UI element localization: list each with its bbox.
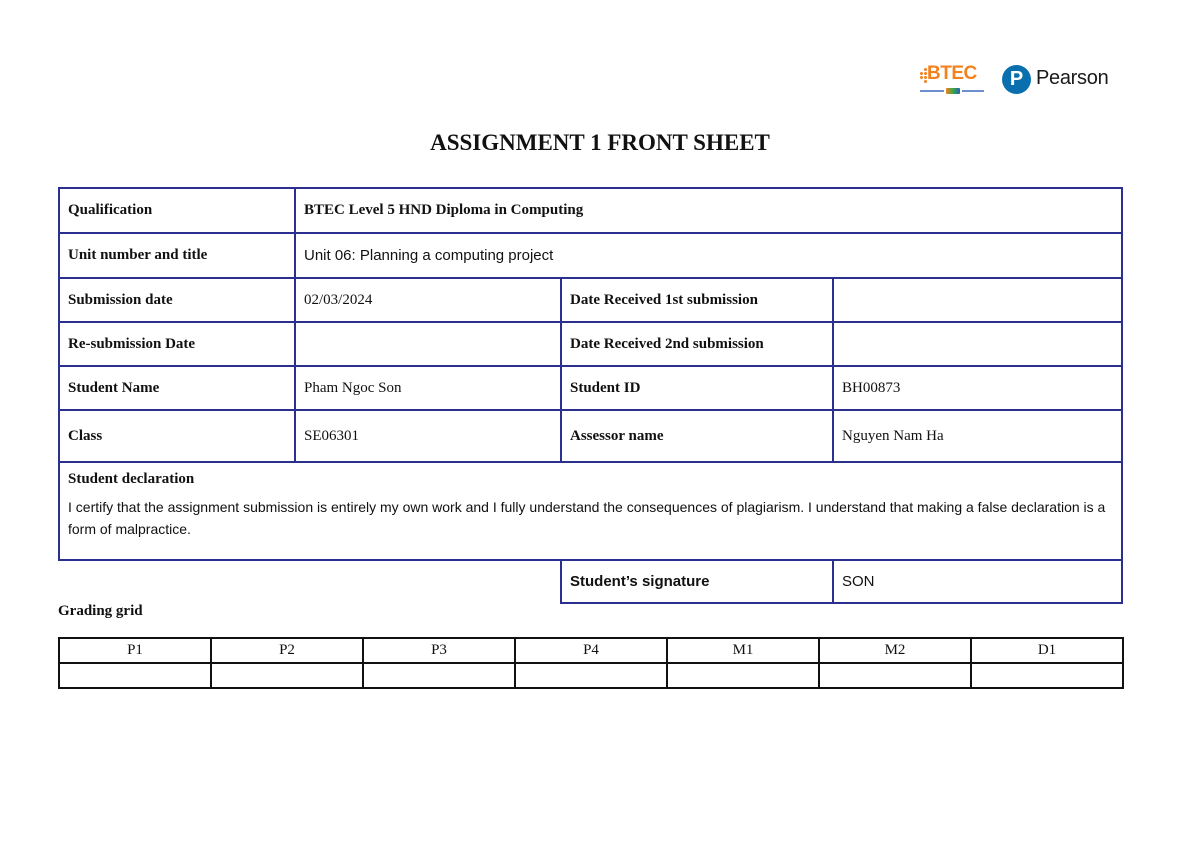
date-received-1st-value: [833, 278, 1122, 322]
grading-grid-label: Grading grid: [58, 603, 143, 619]
unit-value: Unit 06: Planning a computing project: [295, 233, 1122, 278]
pearson-logo-icon: P: [1002, 65, 1031, 94]
grade-header-p4: P4: [515, 638, 667, 663]
grading-header-row: [59, 638, 1123, 663]
class-value: SE06301: [295, 410, 561, 462]
page-title: ASSIGNMENT 1 FRONT SHEET: [430, 130, 770, 155]
declaration-heading: Student declaration: [68, 471, 195, 487]
student-name-label: Student Name: [59, 366, 295, 410]
grade-header-d1: D1: [971, 638, 1123, 663]
row-unit: [59, 233, 1122, 278]
grade-header-p1: P1: [59, 638, 211, 663]
front-sheet-table: [58, 187, 1123, 604]
qualification-label: Qualification: [59, 188, 295, 233]
grade-value-m2: [819, 663, 971, 688]
grade-value-p3: [363, 663, 515, 688]
row-signature: [59, 560, 1122, 603]
date-received-2nd-label: Date Received 2nd submission: [561, 322, 833, 366]
row-class: [59, 410, 1122, 462]
grading-grid-table: [58, 637, 1124, 689]
btec-partner-strip: [920, 88, 986, 94]
row-qualification: [59, 188, 1122, 233]
student-id-value: BH00873: [833, 366, 1122, 410]
submission-date-value: 02/03/2024: [295, 278, 561, 322]
grading-value-row: [59, 663, 1123, 688]
class-label: Class: [59, 410, 295, 462]
assessor-value: Nguyen Nam Ha: [833, 410, 1122, 462]
grade-value-p1: [59, 663, 211, 688]
signature-value: SON: [833, 560, 1122, 603]
btec-wordmark: BTEC: [927, 63, 977, 84]
grade-header-p2: P2: [211, 638, 363, 663]
row-declaration: [59, 462, 1122, 560]
header-logos: [918, 60, 1118, 104]
declaration-cell: [59, 462, 1122, 560]
pearson-wordmark: Pearson: [1036, 67, 1109, 89]
resubmission-date-value: [295, 322, 561, 366]
date-received-1st-label: Date Received 1st submission: [561, 278, 833, 322]
assessor-label: Assessor name: [561, 410, 833, 462]
date-received-2nd-value: [833, 322, 1122, 366]
signature-label: Student’s signature: [561, 560, 833, 603]
row-resubmission: [59, 322, 1122, 366]
resubmission-date-label: Re-submission Date: [59, 322, 295, 366]
grade-header-m2: M2: [819, 638, 971, 663]
grade-header-m1: M1: [667, 638, 819, 663]
qualification-value: BTEC Level 5 HND Diploma in Computing: [295, 188, 1122, 233]
row-submission: [59, 278, 1122, 322]
grade-value-d1: [971, 663, 1123, 688]
grade-header-p3: P3: [363, 638, 515, 663]
submission-date-label: Submission date: [59, 278, 295, 322]
grade-value-m1: [667, 663, 819, 688]
student-id-label: Student ID: [561, 366, 833, 410]
student-name-value: Pham Ngoc Son: [295, 366, 561, 410]
declaration-text: I certify that the assignment submission is entirely my own work and I fully understand the consequences of plagiarism. I understand that making a false declaration is a form of malpractice.: [68, 499, 1106, 537]
row-student: [59, 366, 1122, 410]
grade-value-p4: [515, 663, 667, 688]
btec-logo: [918, 62, 988, 98]
unit-label: Unit number and title: [59, 233, 295, 278]
grade-value-p2: [211, 663, 363, 688]
signature-spacer: [59, 560, 561, 603]
